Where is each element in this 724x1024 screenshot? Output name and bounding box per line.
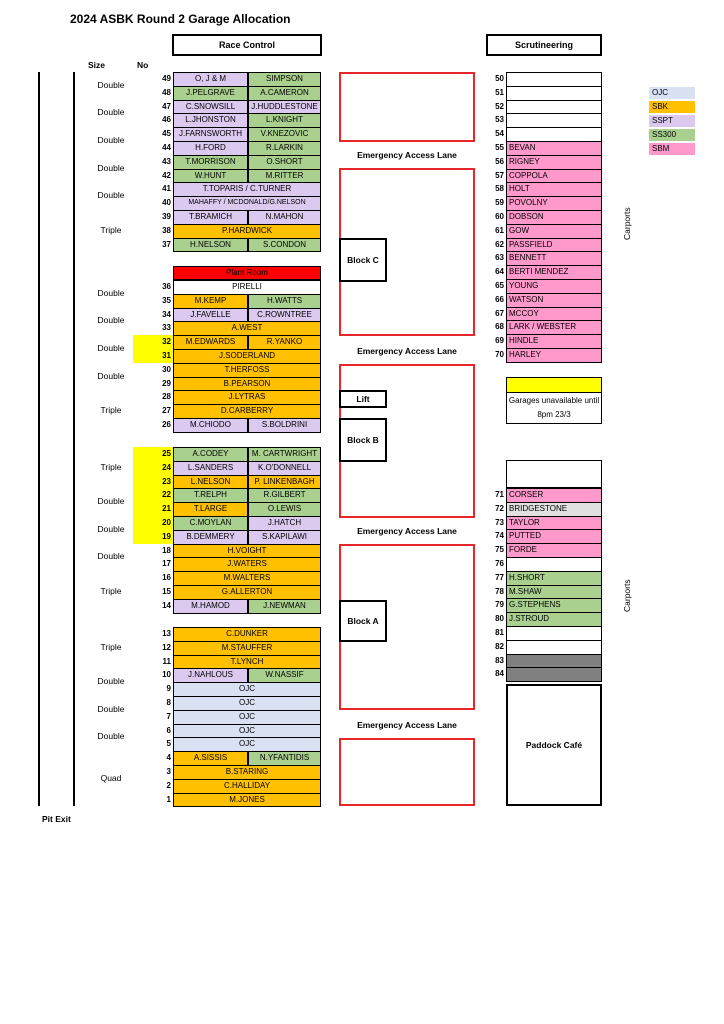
garage-number: 55 — [495, 143, 504, 152]
garage-number: 14 — [162, 600, 171, 610]
garage-number: 32 — [162, 337, 171, 347]
garage-cell: M.EDWARDS — [173, 335, 248, 350]
emergency-access-lane-4: Emergency Access Lane — [357, 720, 457, 730]
garage-cell: J.HATCH — [248, 516, 321, 531]
garage-number: 12 — [162, 642, 171, 652]
garage-number: 67 — [495, 308, 504, 318]
pit-lane-line-outer — [38, 72, 40, 806]
emergency-access-lane-1: Emergency Access Lane — [357, 150, 457, 160]
garage-cell: POVOLNY — [506, 196, 602, 211]
pit-lane-line-inner — [73, 72, 75, 806]
block-a-label: Block A — [339, 600, 387, 642]
garage-cell: H.NELSON — [173, 238, 248, 253]
garage-number: 29 — [162, 378, 171, 388]
garage-cell: CORSER — [506, 488, 602, 503]
garage-cell: M.CHIODO — [173, 418, 248, 433]
garage-cell: R.GILBERT — [248, 488, 321, 503]
garage-number: 7 — [166, 711, 171, 721]
garage-cell — [506, 127, 602, 142]
garage-cell: B.DEMMERY — [173, 530, 248, 545]
garage-cell: BRIDGESTONE — [506, 502, 602, 517]
garage-number: 37 — [162, 239, 171, 249]
garage-number: 35 — [162, 295, 171, 305]
paddock-cafe: Paddock Café — [506, 684, 602, 806]
garage-cell: GOW — [506, 224, 602, 239]
garage-cell: S.KAPILAWI — [248, 530, 321, 545]
garage-cell: BERTI MENDEZ — [506, 265, 602, 280]
garage-cell: OJC — [173, 724, 321, 739]
garage-cell: HOLT — [506, 182, 602, 197]
garage-cell: T.HERFOSS — [173, 363, 321, 378]
garage-size-label: Double — [97, 523, 125, 534]
garage-number: 31 — [162, 351, 171, 360]
block-b-label: Block B — [339, 418, 387, 462]
garage-cell: M.SHAW — [506, 585, 602, 600]
race-control-header: Race Control — [172, 34, 322, 56]
garage-number: 77 — [495, 572, 504, 582]
lift-label: Lift — [339, 390, 387, 408]
garage-cell: MAHAFFY / MCDONALD/G.NELSON — [173, 196, 321, 211]
garage-cell: H.FORD — [173, 141, 248, 156]
garage-cell: HINDLE — [506, 334, 602, 349]
garage-cell: P. LINKENBAGH — [248, 475, 321, 490]
garage-number: 6 — [166, 725, 171, 735]
garage-cell: T.TOPARIS / C.TURNER — [173, 182, 321, 197]
garage-cell: J.NEWMAN — [248, 599, 321, 614]
emergency-access-lane-3: Emergency Access Lane — [357, 526, 457, 536]
garage-cell: OJC — [173, 710, 321, 725]
legend-sbk: SBK — [648, 100, 696, 114]
garage-cell: B.STARING — [173, 765, 321, 780]
garage-cell: J.HUDDLESTONE — [248, 100, 321, 115]
garage-number: 79 — [495, 600, 504, 610]
garage-cell: M.WALTERS — [173, 571, 321, 586]
garage-number: 5 — [166, 739, 171, 749]
garage-number: 52 — [495, 101, 504, 111]
garage-size-label: Triple — [100, 405, 122, 416]
garage-size-label: Double — [97, 287, 125, 298]
garage-cell: N.MAHON — [248, 210, 321, 225]
garage-cell: L.SANDERS — [173, 461, 248, 476]
garage-number: 21 — [162, 504, 171, 514]
garage-cell: C.HALLIDAY — [173, 779, 321, 794]
garage-cell: J.SODERLAND — [173, 349, 321, 364]
garage-number: 41 — [162, 184, 171, 194]
block-c-label: Block C — [339, 238, 387, 282]
garage-number: 56 — [495, 156, 504, 166]
garage-number: 19 — [162, 531, 171, 541]
garage-number: 25 — [162, 449, 171, 458]
garage-number: 57 — [495, 170, 504, 180]
garage-size-label: Double — [97, 676, 125, 687]
garage-cell: A.CODEY — [173, 447, 248, 462]
garage-cell: S.BOLDRINI — [248, 418, 321, 433]
garage-cell: L.NELSON — [173, 475, 248, 490]
garage-cell: T.LARGE — [173, 502, 248, 517]
garage-number: 50 — [495, 74, 504, 83]
garage-cell: M.JONES — [173, 793, 321, 808]
garage-cell — [506, 86, 602, 101]
garage-cell: BEVAN — [506, 141, 602, 156]
garage-cell: A.CAMERON — [248, 86, 321, 101]
garage-number: 39 — [162, 212, 171, 221]
garage-size-label: Triple — [100, 585, 122, 596]
garage-cell: J.WATERS — [173, 557, 321, 572]
garage-number: 54 — [495, 129, 504, 139]
garage-number: 8 — [166, 698, 171, 707]
garage-number: 23 — [162, 476, 171, 486]
garage-number: 24 — [162, 462, 171, 472]
garage-number: 28 — [162, 392, 171, 402]
garage-cell: M.RITTER — [248, 169, 321, 184]
garage-cell: C.DUNKER — [173, 627, 321, 642]
garage-cell: T.RELPH — [173, 488, 248, 503]
garage-number: 81 — [495, 628, 504, 637]
garage-cell: RIGNEY — [506, 155, 602, 170]
garage-number: 22 — [162, 490, 171, 500]
garage-cell: T.BRAMICH — [173, 210, 248, 225]
garage-cell: J.LYTRAS — [173, 390, 321, 405]
garage-cell: OJC — [173, 696, 321, 711]
legend-sspt: SSPT — [648, 114, 696, 128]
garage-number: 58 — [495, 184, 504, 194]
garage-cell: C.MOYLAN — [173, 516, 248, 531]
carports-label-top: Carports — [622, 207, 632, 240]
garage-size-label: Double — [97, 135, 125, 145]
garage-number: 42 — [162, 170, 171, 180]
garage-number: 40 — [162, 198, 171, 208]
garage-number: 51 — [495, 87, 504, 97]
garage-number: 16 — [162, 573, 171, 583]
garage-number: 70 — [495, 350, 504, 359]
garage-cell: H.WATTS — [248, 294, 321, 309]
garage-cell: N.YFANTIDIS — [248, 751, 321, 766]
garage-number: 49 — [162, 74, 171, 83]
garage-cell: T.MORRISON — [173, 155, 248, 170]
garage-cell: G.STEPHENS — [506, 598, 602, 613]
garage-cell: PUTTED — [506, 529, 602, 544]
garage-number: 83 — [495, 655, 504, 665]
legend-ojc: OJC — [648, 86, 696, 100]
garage-cell: W.HUNT — [173, 169, 248, 184]
garage-cell: A.WEST — [173, 321, 321, 336]
unavailable-swatch — [506, 377, 602, 393]
garage-cell: M.HAMOD — [173, 599, 248, 614]
garage-number: 82 — [495, 641, 504, 651]
garage-cell: T.LYNCH — [173, 655, 321, 670]
garage-number: 15 — [162, 587, 171, 596]
garage-cell: H.SHORT — [506, 571, 602, 586]
garage-cell: R.YANKO — [248, 335, 321, 350]
garage-size-label: Double — [97, 107, 125, 118]
garage-number: 3 — [166, 767, 171, 776]
garage-size-label: Double — [97, 703, 125, 714]
garage-cell: OJC — [173, 737, 321, 752]
garage-number: 38 — [162, 225, 171, 235]
garage-cell: J.PELGRAVE — [173, 86, 248, 101]
garage-cell: BENNETT — [506, 251, 602, 266]
garage-cell: J.FAVELLE — [173, 308, 248, 323]
garage-cell: HARLEY — [506, 348, 602, 363]
garage-cell: COPPOLA — [506, 169, 602, 184]
garage-cell: R.LARKIN — [248, 141, 321, 156]
garage-cell — [506, 100, 602, 115]
garage-cell: M.STAUFFER — [173, 641, 321, 656]
garage-number: 64 — [495, 267, 504, 277]
garage-cell: J.NAHLOUS — [173, 668, 248, 683]
garage-number: 53 — [495, 115, 504, 125]
garage-cell — [506, 72, 602, 87]
garage-number: 48 — [162, 87, 171, 97]
garage-size-label: Double — [97, 551, 125, 562]
plant-room: Plant Room — [173, 266, 321, 280]
garage-size-label: Double — [97, 731, 125, 742]
garage-number: 75 — [495, 545, 504, 555]
garage-cell: K.O'DONNELL — [248, 461, 321, 476]
garage-cell: J.STROUD — [506, 612, 602, 627]
garage-number: 33 — [162, 323, 171, 333]
garage-number: 59 — [495, 198, 504, 208]
block-top-area — [339, 72, 475, 142]
garage-size-label: Double — [97, 496, 125, 507]
garage-cell — [506, 626, 602, 641]
garage-size-label: Double — [97, 343, 125, 353]
garage-cell: PASSFIELD — [506, 238, 602, 253]
garage-cell: S.CONDON — [248, 238, 321, 253]
garage-size-label: Triple — [100, 224, 122, 235]
garage-number: 34 — [162, 309, 171, 319]
garage-number: 9 — [166, 684, 171, 694]
garage-number: 10 — [162, 670, 171, 680]
garage-cell: P.HARDWICK — [173, 224, 321, 239]
garage-number: 47 — [162, 101, 171, 111]
garage-number: 72 — [495, 503, 504, 513]
garage-number: 43 — [162, 156, 171, 166]
garage-cell: B.PEARSON — [173, 377, 321, 392]
garage-number: 27 — [162, 406, 171, 416]
legend-ss300: SS300 — [648, 128, 696, 142]
garage-number: 74 — [495, 531, 504, 541]
garage-cell: O, J & M — [173, 72, 248, 87]
legend-sbm: SBM — [648, 142, 696, 156]
garage-number: 71 — [495, 490, 504, 499]
garage-cell: PIRELLI — [173, 280, 321, 295]
garage-cell: O.LEWIS — [248, 502, 321, 517]
garage-cell: M.KEMP — [173, 294, 248, 309]
garage-number: 30 — [162, 364, 171, 374]
garage-number: 80 — [495, 614, 504, 624]
garage-number: 11 — [162, 656, 171, 666]
garage-cell: C.ROWNTREE — [248, 308, 321, 323]
garage-number: 63 — [495, 253, 504, 263]
garage-number: 68 — [495, 322, 504, 332]
garage-cell: DOBSON — [506, 210, 602, 225]
garage-number: 26 — [162, 420, 171, 429]
garage-cell: LARK / WEBSTER — [506, 320, 602, 335]
garage-cell: M. CARTWRIGHT — [248, 447, 321, 462]
garage-size-label: Triple — [100, 641, 122, 652]
garage-number: 66 — [495, 294, 504, 304]
garage-cell: O.SHORT — [248, 155, 321, 170]
carports-label-bottom: Carports — [622, 579, 632, 612]
page-title: 2024 ASBK Round 2 Garage Allocation — [70, 12, 291, 26]
scrutineering-header: Scrutineering — [486, 34, 602, 56]
garage-size-label: Double — [97, 315, 125, 326]
garage-number: 62 — [495, 239, 504, 249]
garage-number: 60 — [495, 212, 504, 221]
garage-number: 18 — [162, 545, 171, 555]
garage-cell: WATSON — [506, 293, 602, 308]
garage-number: 69 — [495, 336, 504, 346]
garage-size-label: Double — [97, 162, 125, 173]
garage-number: 4 — [166, 753, 171, 763]
garage-number: 76 — [495, 559, 504, 568]
garage-number: 13 — [162, 629, 171, 638]
garage-number: 1 — [166, 794, 171, 804]
garage-size-label: Double — [97, 370, 125, 381]
garage-cell: YOUNG — [506, 279, 602, 294]
garage-number: 78 — [495, 586, 504, 596]
garage-number: 2 — [166, 780, 171, 790]
garage-cell: J.FARNSWORTH — [173, 127, 248, 142]
garage-cell: A.SISSIS — [173, 751, 248, 766]
garage-cell — [506, 113, 602, 128]
garage-size-label: Double — [97, 79, 125, 90]
garage-number: 61 — [495, 225, 504, 235]
garage-cell: OJC — [173, 682, 321, 697]
garage-cell: H.VOIGHT — [173, 544, 321, 559]
size-column-header: Size — [88, 60, 106, 70]
garage-cell — [506, 640, 602, 655]
garage-cell: G.ALLERTON — [173, 585, 321, 600]
garage-cell: C.SNOWSILL — [173, 100, 248, 115]
garage-cell: TAYLOR — [506, 516, 602, 531]
unavailable-notice: Garages unavailable until 8pm 23/3 — [506, 392, 602, 424]
garage-number: 65 — [495, 281, 504, 290]
garage-size-label: Triple — [100, 461, 122, 472]
block-bottom-area — [339, 738, 475, 806]
garage-cell: D.CARBERRY — [173, 404, 321, 419]
garage-number: 20 — [162, 518, 171, 527]
garage-number: 44 — [162, 143, 171, 152]
emergency-access-lane-2: Emergency Access Lane — [357, 346, 457, 356]
garage-cell — [506, 654, 602, 669]
garage-cell — [506, 667, 602, 682]
garage-number: 73 — [495, 517, 504, 527]
garage-cell: L.KNIGHT — [248, 113, 321, 128]
garage-number: 46 — [162, 115, 171, 125]
empty-box-right — [506, 460, 602, 488]
garage-cell: FORDE — [506, 543, 602, 558]
garage-cell: W.NASSIF — [248, 668, 321, 683]
no-column-header: No — [137, 60, 149, 70]
garage-number: 36 — [162, 282, 171, 291]
garage-cell — [506, 557, 602, 572]
garage-cell: SIMPSON — [248, 72, 321, 87]
garage-size-label: Quad — [100, 772, 122, 783]
pit-exit-label: Pit Exit — [42, 814, 71, 824]
garage-size-label: Double — [97, 190, 125, 201]
garage-number: 17 — [162, 559, 171, 569]
garage-number: 84 — [495, 669, 504, 679]
garage-cell: L.JHONSTON — [173, 113, 248, 128]
garage-number: 45 — [162, 129, 171, 139]
garage-cell: V.KNEZOVIC — [248, 127, 321, 142]
garage-cell: MCCOY — [506, 307, 602, 322]
